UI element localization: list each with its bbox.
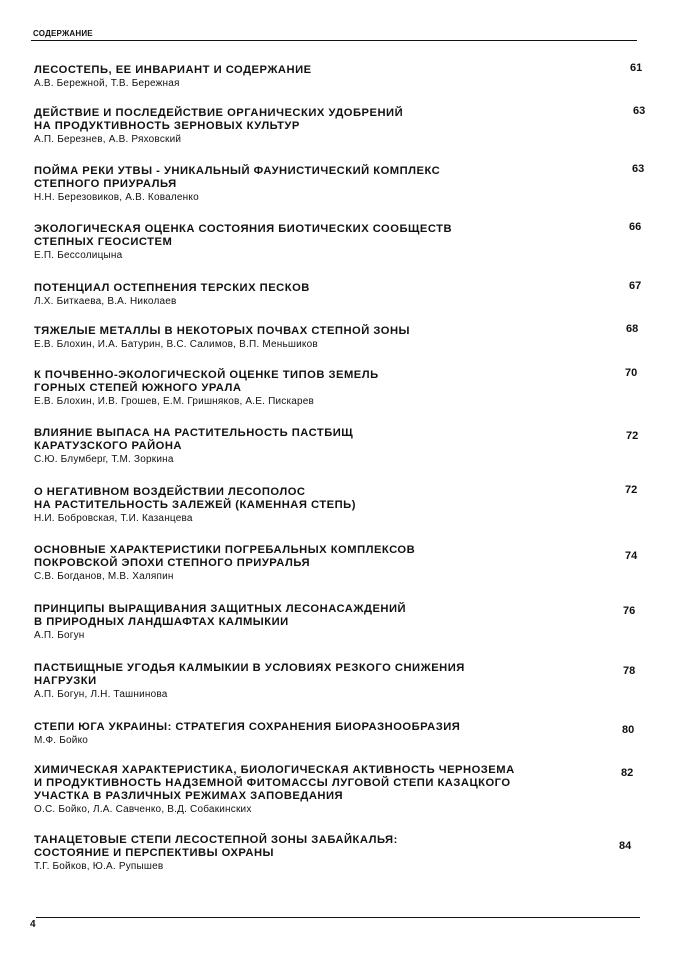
toc-entry [34, 544, 634, 583]
entry-authors: С.В. Богданов, М.В. Халяпин [34, 571, 174, 582]
entry-title-line: ПОЙМА РЕКИ УТВЫ - УНИКАЛЬНЫЙ ФАУНИСТИЧЕСКИЙ КОМПЛЕКС [34, 165, 441, 177]
entry-page-number: 70 [625, 367, 638, 379]
entry-title-line: ЭКОЛОГИЧЕСКАЯ ОЦЕНКА СОСТОЯНИЯ БИОТИЧЕСКИХ СООБЩЕСТВ [34, 223, 453, 235]
toc-entry [34, 427, 634, 466]
entry-title-line: КАРАТУЗСКОГО РАЙОНА [34, 440, 183, 452]
section-header: СОДЕРЖАНИЕ [33, 29, 93, 38]
entry-title-line: ТАНАЦЕТОВЫЕ СТЕПИ ЛЕСОСТЕПНОЙ ЗОНЫ ЗАБАЙКАЛЬЯ: [34, 834, 398, 846]
entry-title [34, 662, 634, 688]
entry-page-number: 82 [621, 767, 634, 779]
entry-title-line: СОСТОЯНИЕ И ПЕРСПЕКТИВЫ ОХРАНЫ [34, 847, 275, 859]
entry-title [34, 544, 634, 570]
entry-page-number: 72 [626, 430, 639, 442]
entry-authors: Н.И. Бобровская, Т.И. Казанцева [34, 513, 193, 524]
entry-page-number: 68 [626, 323, 639, 335]
entry-title-line: К ПОЧВЕННО-ЭКОЛОГИЧЕСКОЙ ОЦЕНКЕ ТИПОВ ЗЕМЕЛЬ [34, 369, 379, 381]
entry-title-line: ПАСТБИЩНЫЕ УГОДЬЯ КАЛМЫКИИ В УСЛОВИЯХ РЕЗКОГО СНИЖЕНИЯ [34, 662, 465, 674]
entry-title-line: ПОТЕНЦИАЛ ОСТЕПНЕНИЯ ТЕРСКИХ ПЕСКОВ [34, 282, 310, 294]
entry-title-line: ДЕЙСТВИЕ И ПОСЛЕДЕЙСТВИЕ ОРГАНИЧЕСКИХ УДОБРЕНИЙ [34, 107, 404, 119]
entry-title [34, 369, 634, 395]
entry-authors: Л.Х. Биткаева, В.А. Николаев [34, 296, 177, 307]
entry-title-line: СТЕПНЫХ ГЕОСИСТЕМ [34, 236, 173, 248]
entry-page-number: 63 [633, 105, 646, 117]
entry-page-number: 72 [625, 484, 638, 496]
entry-authors: Т.Г. Бойков, Ю.А. Рупышев [34, 861, 164, 872]
page-number: 4 [30, 919, 36, 930]
entry-authors: А.П. Богун [34, 630, 85, 641]
toc-entry [34, 64, 634, 90]
entry-title-line: НАГРУЗКИ [34, 675, 97, 687]
entry-title-line: ПОКРОВСКОЙ ЭПОХИ СТЕПНОГО ПРИУРАЛЬЯ [34, 557, 311, 569]
toc-entry [34, 325, 634, 351]
entry-title-line: О НЕГАТИВНОМ ВОЗДЕЙСТВИИ ЛЕСОПОЛОС [34, 486, 306, 498]
entry-title [34, 764, 634, 803]
entry-title-line: ВЛИЯНИЕ ВЫПАСА НА РАСТИТЕЛЬНОСТЬ ПАСТБИЩ [34, 427, 354, 439]
entry-title-line: НА РАСТИТЕЛЬНОСТЬ ЗАЛЕЖЕЙ (КАМЕННАЯ СТЕПЬ) [34, 499, 356, 511]
entry-authors: А.П. Богун, Л.Н. Ташнинова [34, 689, 168, 700]
entry-page-number: 74 [625, 550, 638, 562]
entry-page-number: 61 [630, 62, 643, 74]
entry-authors: Н.Н. Березовиков, А.В. Коваленко [34, 192, 199, 203]
entry-title-line: УЧАСТКА В РАЗЛИЧНЫХ РЕЖИМАХ ЗАПОВЕДАНИЯ [34, 790, 344, 802]
entry-page-number: 67 [629, 280, 642, 292]
entry-page-number: 84 [619, 840, 632, 852]
entry-page-number: 76 [623, 605, 636, 617]
entry-title [34, 427, 634, 453]
toc-entry [34, 662, 634, 701]
entry-authors: А.В. Бережной, Т.В. Бережная [34, 78, 180, 89]
entry-title-line: СТЕПНОГО ПРИУРАЛЬЯ [34, 178, 177, 190]
toc-entry [34, 165, 634, 204]
entry-title [34, 721, 634, 734]
entry-title [34, 223, 634, 249]
toc-entry [34, 223, 634, 262]
entry-authors: Е.В. Блохин, И.А. Батурин, В.С. Салимов, В.П. Меньшиков [34, 339, 318, 350]
entry-title-line: ХИМИЧЕСКАЯ ХАРАКТЕРИСТИКА, БИОЛОГИЧЕСКАЯ АКТИВНОСТЬ ЧЕРНОЗЕМА [34, 764, 515, 776]
entry-title [34, 486, 634, 512]
toc-entry [34, 764, 634, 816]
entry-authors: М.Ф. Бойко [34, 735, 89, 746]
entry-page-number: 63 [632, 163, 645, 175]
entry-title-line: ГОРНЫХ СТЕПЕЙ ЮЖНОГО УРАЛА [34, 382, 242, 394]
entry-title [34, 325, 634, 338]
entry-title-line: ЛЕСОСТЕПЬ, ЕЕ ИНВАРИАНТ И СОДЕРЖАНИЕ [34, 64, 312, 76]
entry-page-number: 66 [629, 221, 642, 233]
entry-title-line: И ПРОДУКТИВНОСТЬ НАДЗЕМНОЙ ФИТОМАССЫ ЛУГОВОЙ СТЕПИ КАЗАЦКОГО [34, 777, 511, 789]
entry-title-line: СТЕПИ ЮГА УКРАИНЫ: СТРАТЕГИЯ СОХРАНЕНИЯ БИОРАЗНООБРАЗИЯ [34, 721, 461, 733]
entry-title [34, 603, 634, 629]
entry-title [34, 107, 634, 133]
entry-authors: А.П. Березнев, А.В. Ряховский [34, 134, 182, 145]
entry-title-line: НА ПРОДУКТИВНОСТЬ ЗЕРНОВЫХ КУЛЬТУР [34, 120, 300, 132]
entry-page-number: 80 [622, 724, 635, 736]
toc-entry [34, 282, 634, 308]
entry-authors: О.С. Бойко, Л.А. Савченко, В.Д. Собакинских [34, 804, 252, 815]
entry-title [34, 64, 634, 77]
entry-title [34, 282, 634, 295]
entry-title-line: В ПРИРОДНЫХ ЛАНДШАФТАХ КАЛМЫКИИ [34, 616, 289, 628]
toc-entry [34, 721, 634, 747]
toc-entry [34, 369, 634, 408]
entry-title-line: ТЯЖЕЛЫЕ МЕТАЛЛЫ В НЕКОТОРЫХ ПОЧВАХ СТЕПНОЙ ЗОНЫ [34, 325, 410, 337]
entry-title-line: ПРИНЦИПЫ ВЫРАЩИВАНИЯ ЗАЩИТНЫХ ЛЕСОНАСАЖДЕНИЙ [34, 603, 407, 615]
entry-page-number: 78 [623, 665, 636, 677]
entry-authors: Е.В. Блохин, И.В. Грошев, Е.М. Гришняков, А.Е. Пискарев [34, 396, 315, 407]
toc-entry [34, 603, 634, 642]
toc-entry [34, 107, 634, 146]
entry-title [34, 165, 634, 191]
toc-entry [34, 486, 634, 525]
entry-title [34, 834, 634, 860]
entry-title-line: ОСНОВНЫЕ ХАРАКТЕРИСТИКИ ПОГРЕБАЛЬНЫХ КОМПЛЕКСОВ [34, 544, 416, 556]
toc-entry [34, 834, 634, 873]
footer-divider [36, 917, 640, 918]
entry-authors: Е.П. Бессолицына [34, 250, 123, 261]
entry-authors: С.Ю. Блумберг, Т.М. Зоркина [34, 454, 174, 465]
